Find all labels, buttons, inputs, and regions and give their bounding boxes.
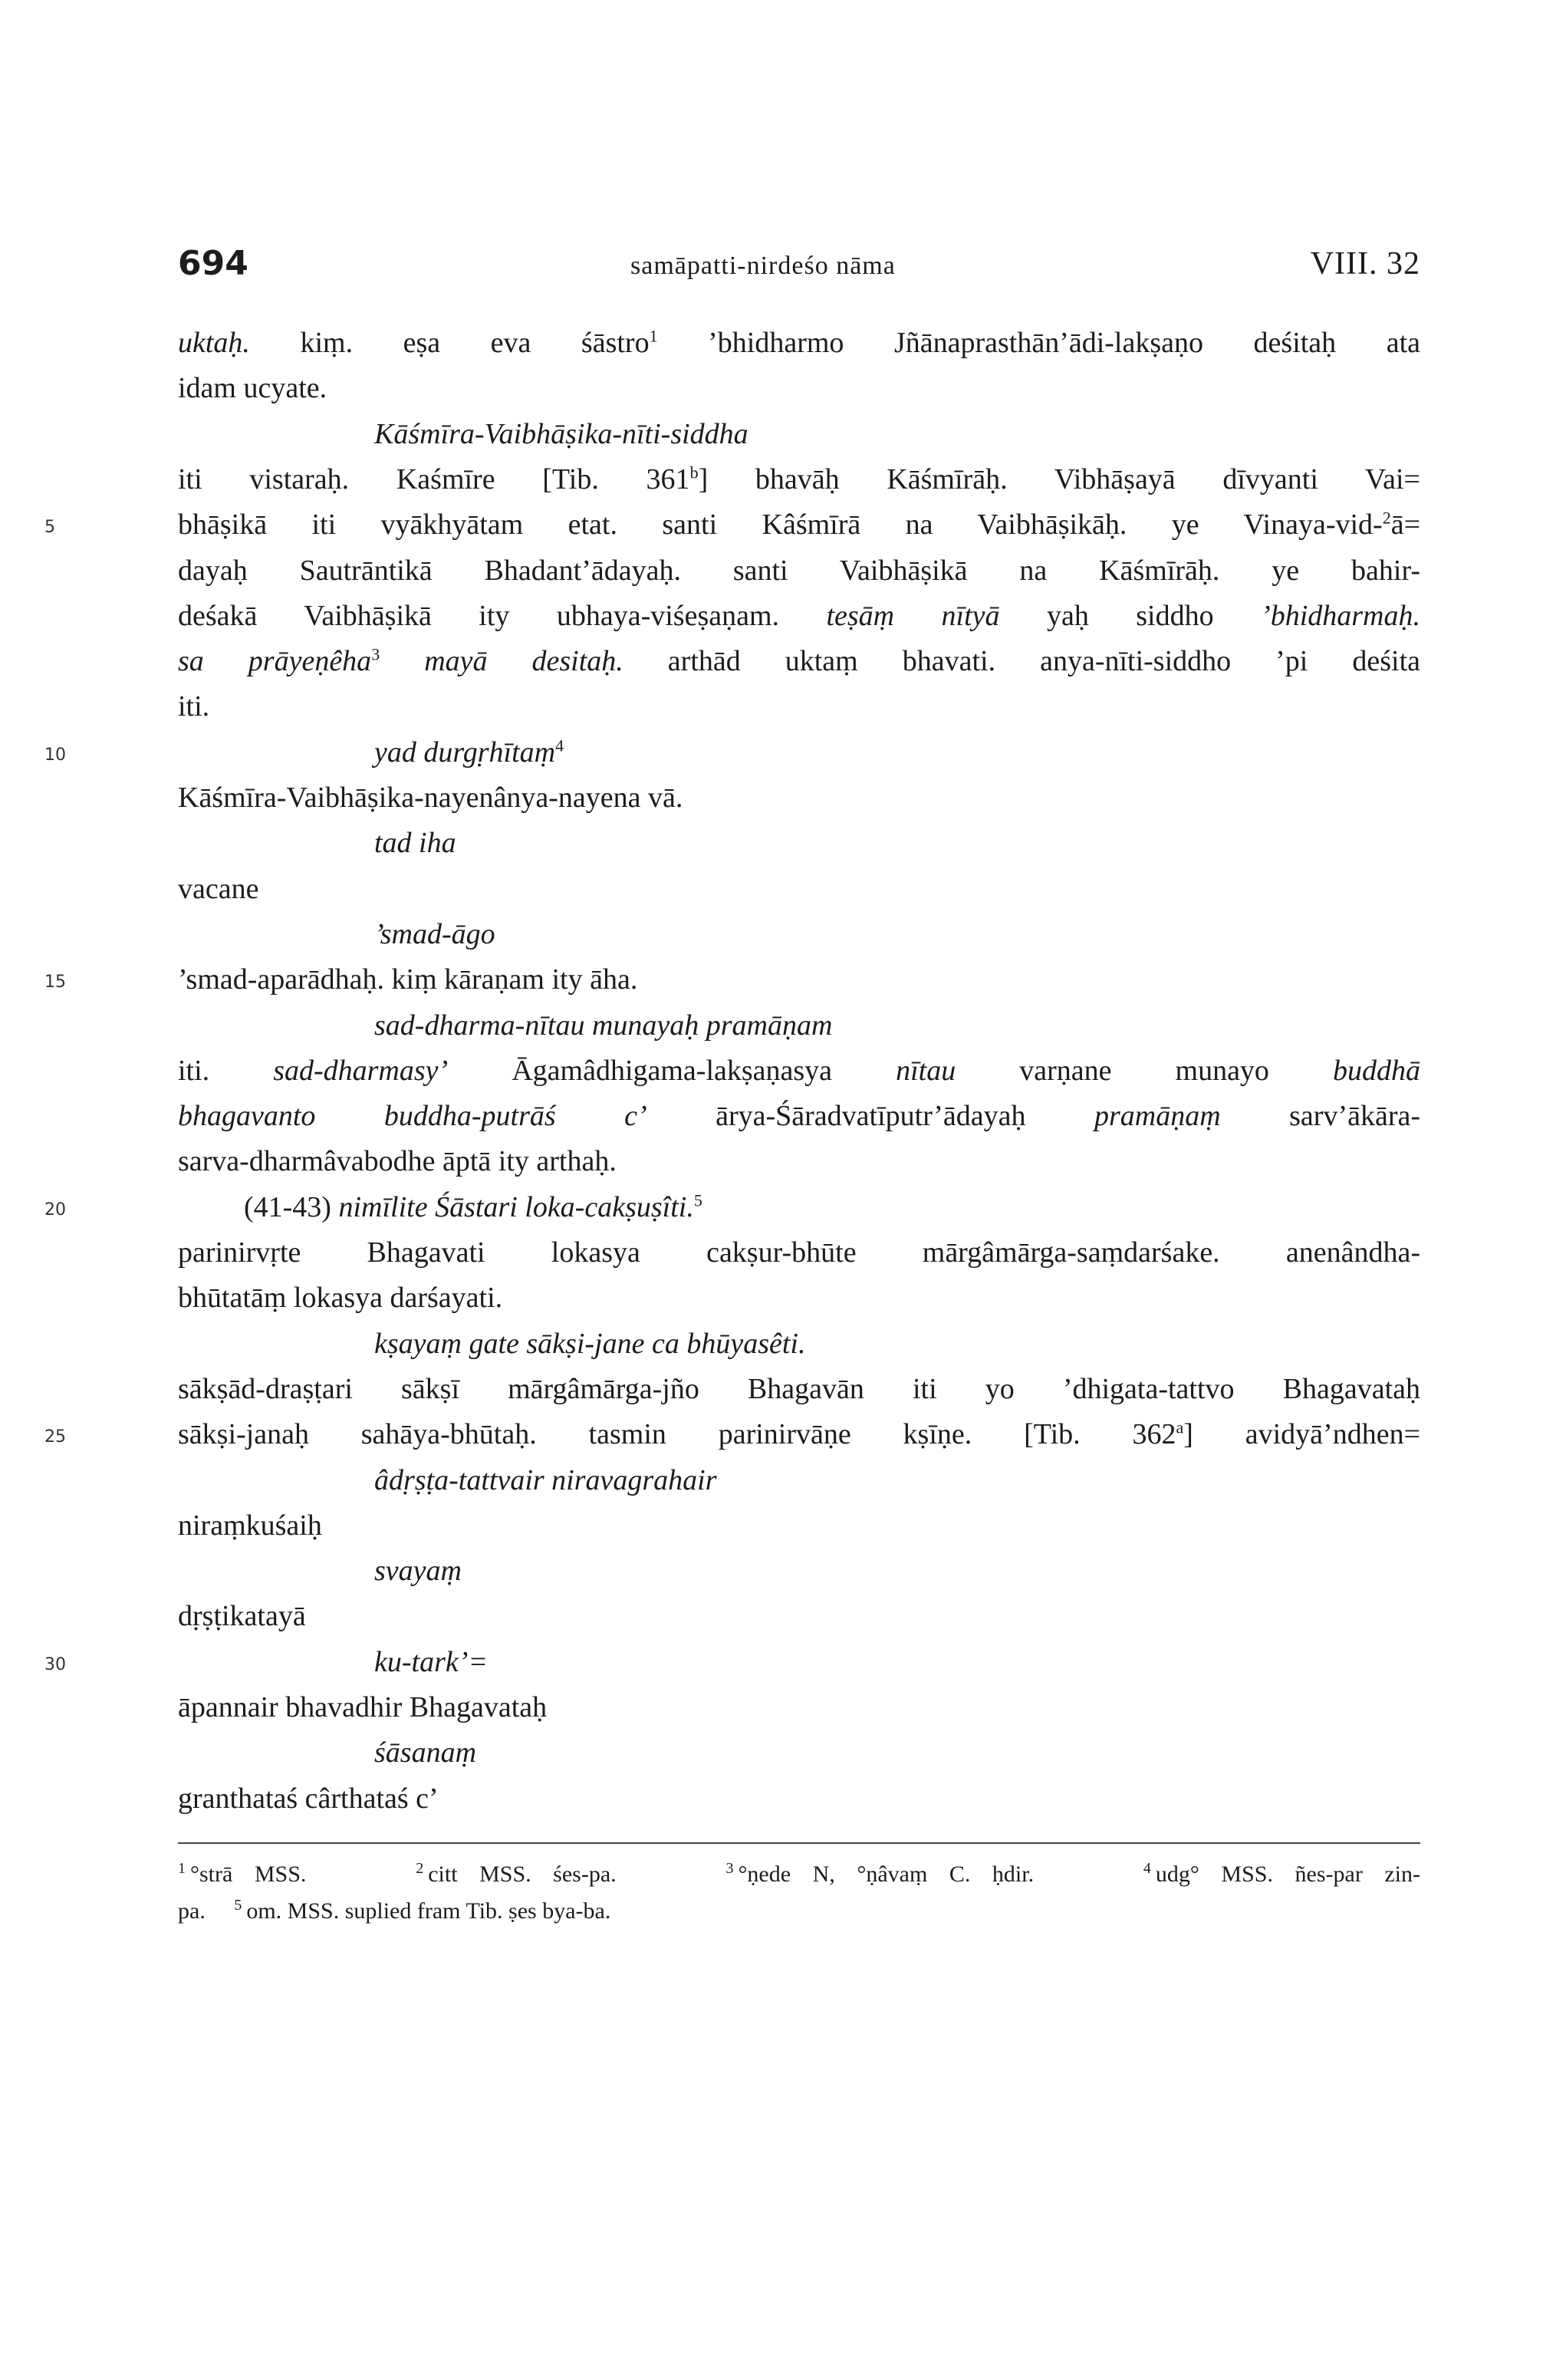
text-segment: Kāśmīra-Vaibhāṣika-nayenânya-nayena vā. (178, 782, 683, 814)
footnote-number: 5 (234, 1896, 242, 1914)
text-line (178, 689, 209, 724)
text-line (178, 1690, 547, 1725)
italic-segment: svayaṃ (374, 1555, 462, 1588)
italic-segment: teṣāṃ nītyā (826, 599, 1000, 632)
footnote-marker: 2 (1382, 508, 1391, 528)
page-number: 694 (178, 244, 248, 283)
text-line (178, 1053, 1420, 1088)
footnote-line (178, 1896, 610, 1927)
text-segment: sākṣi-janaḥ sahāya-bhūtaḥ. tasmin parinirvāṇe kṣīṇe. [Tib. 362 (178, 1418, 1176, 1451)
footnote-marker: a (1176, 1417, 1184, 1437)
footnote-number: 3 (725, 1859, 734, 1877)
italic-segment: ’smad-āgo (374, 917, 495, 950)
text-segment: arthād uktaṃ bhavati. anya-nīti-siddho ’pi deśita (623, 645, 1421, 678)
italic-segment: sad-dharmasy’ (273, 1054, 449, 1087)
italic-segment: mayā desitaḥ. (424, 645, 623, 678)
footnote-rule (178, 1842, 1420, 1844)
text-segment: ] bhavāḥ Kāśmīrāḥ. Vibhāṣayā dīvyanti Vai= (698, 463, 1420, 495)
page-header (178, 244, 1420, 290)
text-line (374, 735, 564, 770)
text-line (374, 1735, 476, 1770)
italic-segment: nītau (896, 1054, 956, 1087)
text-segment: sākṣād-draṣṭari sākṣī mārgâmārga-jño Bhagavān iti yo ’dhigata-tattvo Bhagavataḥ (178, 1372, 1420, 1405)
line-number: 5 (44, 518, 55, 538)
line-number: 20 (44, 1200, 66, 1220)
text-segment: varṇane munayo (956, 1054, 1333, 1087)
text-segment: ] avidyā’ndhen= (1183, 1418, 1421, 1451)
text-segment: ārya-Śāradvatīputr’ādayaḥ (646, 1100, 1094, 1133)
text-line (374, 1463, 717, 1498)
text-segment: yaḥ siddho (999, 599, 1262, 632)
footnote-text: citt MSS. śes-pa. (428, 1861, 726, 1887)
text-segment: ’smad-aparādhaḥ. kiṃ kāraṇam ity āha. (178, 963, 638, 996)
text-line (178, 1144, 617, 1179)
footnote-marker: 4 (555, 736, 564, 755)
text-line (178, 1417, 1420, 1452)
line-number: 25 (44, 1427, 66, 1447)
text-line (178, 1235, 1420, 1270)
text-line (178, 325, 1420, 360)
text-line (178, 553, 1420, 588)
text-line (374, 416, 748, 452)
italic-segment: śāsanaṃ (374, 1736, 477, 1769)
text-segment: vacane (178, 872, 259, 905)
text-segment: āpannair bhavadhir Bhagavataḥ (178, 1691, 548, 1723)
footnote-text: pa. (178, 1898, 235, 1924)
footnote-marker: b (689, 463, 699, 482)
text-segment: iti. (178, 690, 210, 723)
text-segment: ’bhidharmo Jñānaprasthān’ādi-lakṣaṇo deśitaḥ ata (657, 327, 1420, 359)
italic-segment: ’bhidharmaḥ. (1261, 599, 1420, 632)
text-segment: parinirvṛte Bhagavati lokasya cakṣur-bhūte mārgâmārga-saṃdarśake. anenândha- (178, 1236, 1420, 1269)
text-line (178, 507, 1420, 542)
italic-segment: bhagavanto buddha-putrāś c’ (178, 1100, 647, 1133)
text-line (178, 644, 1420, 679)
footnote-marker: 1 (649, 326, 658, 346)
text-line (178, 1098, 1420, 1134)
italic-segment: pramāṇaṃ (1094, 1100, 1221, 1133)
text-line (374, 917, 495, 952)
text-line (178, 598, 1420, 634)
footnote-number: 1 (178, 1859, 186, 1877)
footnote-number: 2 (416, 1859, 424, 1877)
text-line (178, 962, 637, 997)
text-segment: dṛṣṭikatayā (178, 1600, 306, 1633)
text-line (178, 1508, 322, 1543)
text-line (374, 1644, 488, 1680)
text-line (374, 1553, 462, 1588)
text-line (178, 1781, 439, 1816)
text-line (178, 462, 1420, 497)
text-line (178, 780, 683, 815)
italic-segment: buddhā (1332, 1054, 1420, 1087)
text-segment: deśakā Vaibhāṣikā ity ubhaya-viśeṣaṇam. (178, 599, 827, 632)
italic-segment: tad iha (374, 827, 456, 860)
footnote-text: °strā MSS. (190, 1861, 416, 1887)
text-segment: Āgamâdhigama-lakṣaṇasya (448, 1054, 897, 1087)
text-segment: granthataś cârthataś c’ (178, 1782, 439, 1815)
italic-segment: sad-dharma-nītau munayaḥ pramāṇam (374, 1009, 833, 1042)
line-number: 30 (44, 1654, 66, 1674)
text-line (374, 1008, 832, 1043)
footnote-text: °ṇede N, °ṇâvaṃ C. ḥdir. (738, 1861, 1143, 1887)
footnote-line (178, 1859, 1420, 1890)
text-line (178, 1598, 306, 1634)
text-segment: iti. (178, 1054, 274, 1087)
italic-segment: ku-tark’= (374, 1645, 489, 1678)
footnote-marker: 3 (371, 644, 380, 664)
line-number: 15 (44, 973, 66, 992)
text-segment: iti vistaraḥ. Kaśmīre [Tib. 361 (178, 463, 690, 495)
text-line (374, 1326, 805, 1361)
italic-segment: uktaḥ. (178, 327, 250, 359)
section-reference: VIII. 32 (1310, 246, 1420, 281)
text-line (178, 370, 327, 406)
footnote-text: udg° MSS. ñes-par zin- (1155, 1861, 1421, 1887)
text-line (374, 825, 456, 861)
text-segment: idam ucyate. (178, 372, 327, 405)
line-number: 10 (44, 745, 66, 765)
text-segment: ā= (1390, 509, 1420, 542)
running-title: samāpatti-nirdeśo nāma (630, 252, 896, 280)
footnote-marker: 5 (693, 1190, 702, 1210)
italic-segment: nimīlite Śāstari loka-cakṣuṣîti. (338, 1190, 694, 1223)
text-segment: sarva-dharmâvabodhe āptā ity arthaḥ. (178, 1145, 617, 1178)
text-line (178, 1371, 1420, 1407)
italic-segment: yad durgṛhītaṃ (374, 736, 556, 769)
italic-segment: kṣayaṃ gate sākṣi-jane ca bhūyasêti. (374, 1327, 806, 1360)
text-line (178, 871, 258, 907)
text-segment: niraṃkuśaiḥ (178, 1509, 322, 1542)
text-line (244, 1190, 702, 1225)
text-line (178, 1280, 502, 1315)
text-segment: dayaḥ Sautrāntikā Bhadant’ādayaḥ. santi Vaibhāṣikā na Kāśmīrāḥ. ye bahir- (178, 554, 1420, 587)
italic-segment: âdṛṣṭa-tattvair niravagrahair (374, 1463, 717, 1496)
text-segment: bhāṣikā iti vyākhyātam etat. santi Kâśmīrā na Vaibhāṣikāḥ. ye Vinaya-vid- (178, 509, 1383, 542)
text-segment: kiṃ. eṣa eva śāstro (249, 327, 650, 359)
text-segment (380, 645, 424, 677)
text-segment: (41-43) (244, 1190, 339, 1223)
footnote-text: om. MSS. suplied fram Tib. ṣes bya-ba. (246, 1898, 611, 1924)
italic-segment: sa prāyeṇêha (178, 645, 372, 678)
text-segment: bhūtatāṃ lokasya darśayati. (178, 1282, 503, 1315)
text-segment: sarv’ākāra- (1220, 1100, 1421, 1133)
footnote-number: 4 (1143, 1859, 1151, 1877)
italic-segment: Kāśmīra-Vaibhāṣika-nīti-siddha (374, 417, 748, 450)
